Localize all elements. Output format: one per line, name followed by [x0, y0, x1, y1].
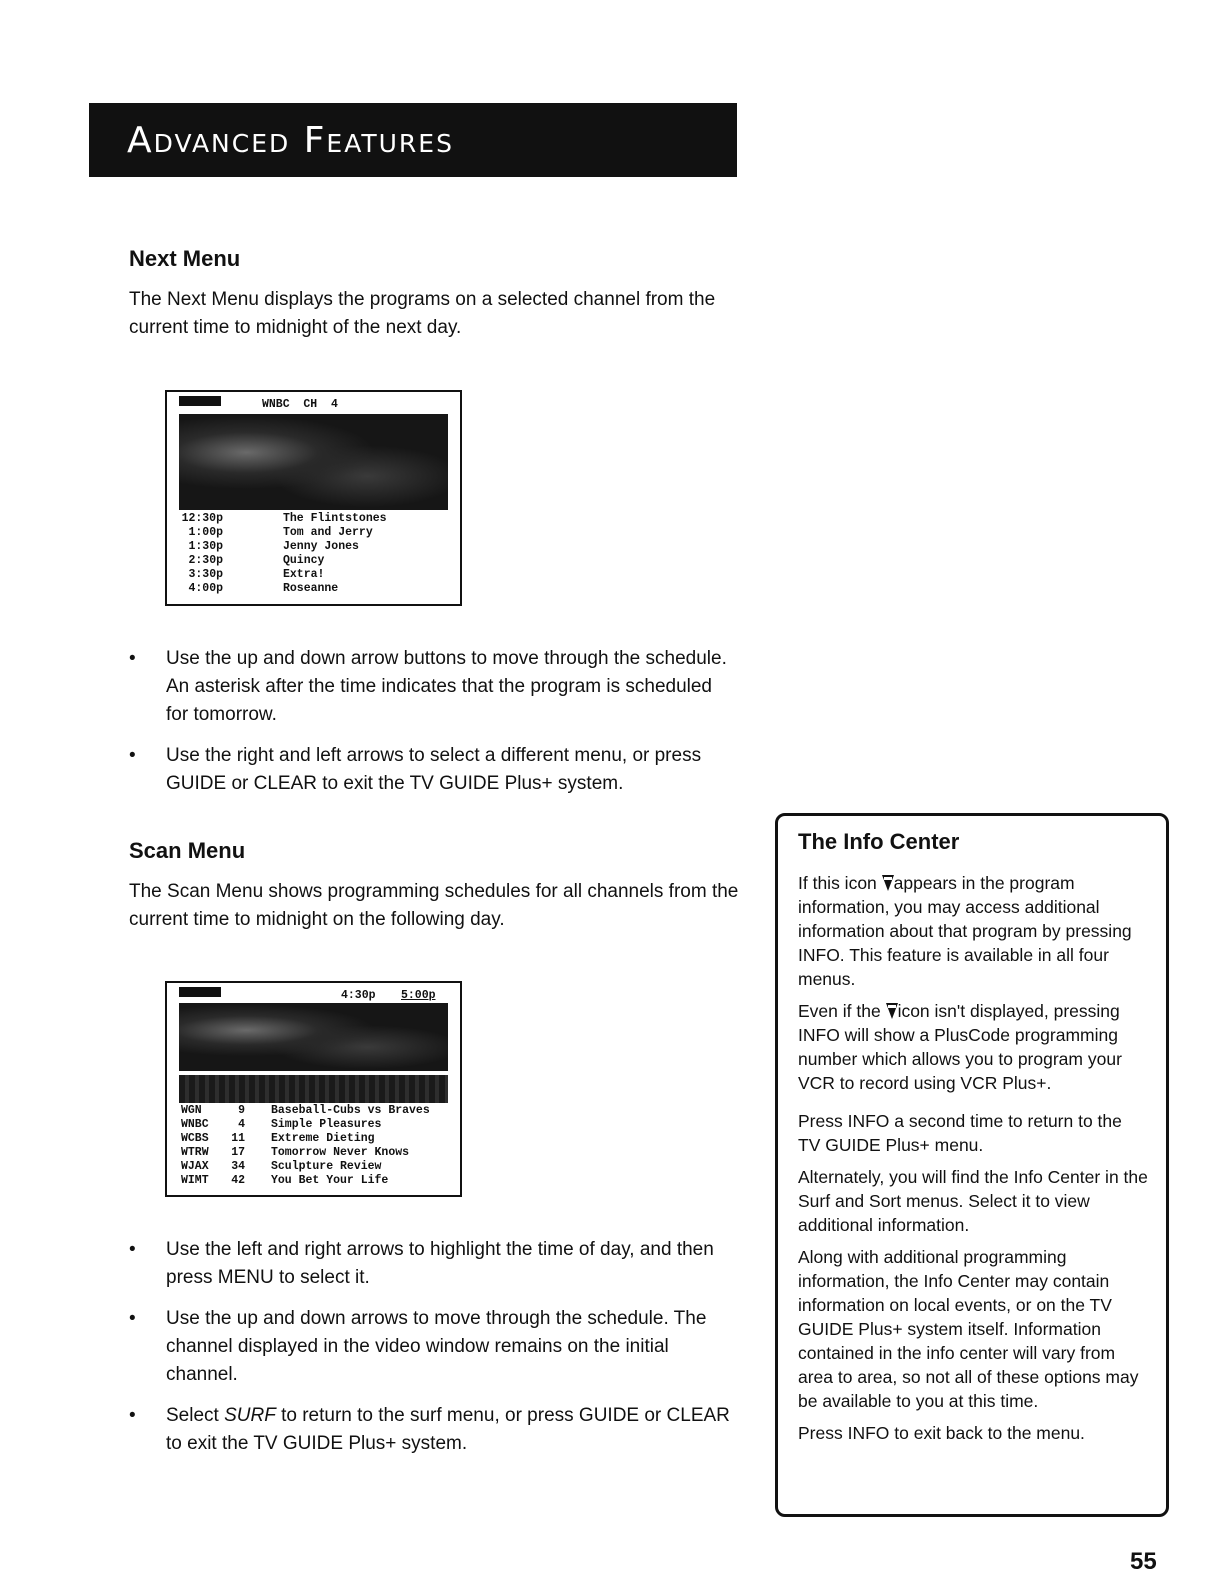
schedule-program: Extra! [283, 568, 325, 581]
listing-call: WTRW [181, 1146, 209, 1159]
schedule-row [179, 568, 325, 582]
section-banner [89, 103, 737, 177]
listing-channel: 4 [238, 1118, 245, 1131]
info-paragraph [798, 871, 1148, 991]
next-menu-screen [165, 390, 462, 606]
schedule-row [179, 582, 339, 596]
listing-channel: 34 [231, 1160, 245, 1173]
info-text: appears in the program information, you may access additional information about that program by pressing INFO. This feature is available in all four menus. [798, 873, 1132, 989]
info-text: icon isn't displayed, pressing INFO will show a PlusCode programming number which allows you to program your VCR to record using VCR Plus+. [798, 1001, 1122, 1093]
listing-program: Sculpture Review [271, 1160, 382, 1173]
listing-row [181, 1104, 430, 1118]
scan-menu-intro: The Scan Menu shows programming schedules for all channels from the current time to midnight on the following day. [129, 881, 739, 930]
time-slot-2: 5:00p [401, 989, 436, 1002]
schedule-time: 1:00p [188, 526, 223, 539]
screen-tab [179, 396, 221, 406]
info-center-title: The Info Center [798, 829, 960, 854]
schedule-program: Jenny Jones [283, 540, 359, 553]
listing-row [181, 1160, 382, 1174]
schedule-program: Roseanne [283, 582, 339, 595]
listing-row [181, 1174, 389, 1188]
schedule-row [179, 512, 387, 526]
schedule-time: 3:30p [188, 568, 223, 581]
listing-call: WCBS [181, 1132, 209, 1145]
info-center-box [775, 813, 1169, 1517]
schedule-time: 4:00p [188, 582, 223, 595]
listing-call: WIMT [181, 1174, 209, 1187]
info-paragraph: Press INFO a second time to return to the TV GUIDE Plus+ menu. [798, 1111, 1122, 1155]
info-tv-icon [886, 1003, 898, 1019]
listing-channel: 11 [231, 1132, 245, 1145]
bullet-text: Select [166, 1405, 225, 1426]
listing-channel: 17 [231, 1146, 245, 1159]
info-paragraph: Press INFO to exit back to the menu. [798, 1423, 1085, 1443]
listing-program: Tomorrow Never Knows [271, 1146, 410, 1159]
schedule-time: 12:30p [181, 512, 223, 525]
schedule-program: The Flintstones [283, 512, 387, 525]
next-menu-heading: Next Menu [129, 246, 241, 271]
schedule-row [179, 540, 359, 554]
next-menu-intro: The Next Menu displays the programs on a selected channel from the current time to midnight of the next day. [129, 289, 716, 338]
schedule-time: 2:30p [188, 554, 223, 567]
listing-call: WNBC [181, 1118, 209, 1131]
listing-program: Simple Pleasures [271, 1118, 382, 1131]
listing-call: WJAX [181, 1160, 209, 1173]
page-number: 55 [1130, 1548, 1157, 1575]
channel-label: WNBC CH 4 [262, 398, 338, 411]
schedule-program: Tom and Jerry [283, 526, 373, 539]
next-menu-bullets [129, 645, 739, 811]
bullet-item: • Use the up and down arrow buttons to move through the schedule. An asterisk after the time indicates that the program is scheduled for tomorrow. [129, 645, 739, 729]
schedule-time: 1:30p [188, 540, 223, 553]
video-window [179, 414, 448, 510]
listing-channel: 9 [238, 1104, 245, 1117]
surf-term: SURF [224, 1405, 276, 1426]
section-title: Advanced Features [127, 119, 454, 161]
listing-row [181, 1146, 410, 1160]
bullet-text: to return to the surf menu, or press GUIDE or CLEAR to exit the TV GUIDE Plus+ system. [166, 1405, 730, 1454]
scan-menu-bullets [129, 1236, 744, 1471]
listing-program: Extreme Dieting [271, 1132, 375, 1145]
schedule-row [179, 554, 325, 568]
info-tv-icon [882, 875, 894, 891]
info-text: Even if the [798, 1001, 886, 1021]
listing-call: WGN [181, 1104, 202, 1117]
listing-program: You Bet Your Life [271, 1174, 389, 1187]
bullet-item: • Use the up and down arrows to move through the schedule. The channel displayed in the video window remains on the initial channel. [129, 1305, 744, 1389]
listing-row [181, 1118, 382, 1132]
time-slot-1: 4:30p [341, 989, 376, 1002]
info-paragraph: Alternately, you will find the Info Center in the Surf and Sort menus. Select it to view additional information. [798, 1167, 1148, 1235]
listing-channel: 42 [231, 1174, 245, 1187]
schedule-program: Quincy [283, 554, 325, 567]
listing-program: Baseball-Cubs vs Braves [271, 1104, 430, 1117]
scan-menu-heading: Scan Menu [129, 838, 246, 863]
bullet-item: • Use the right and left arrows to select a different menu, or press GUIDE or CLEAR to exit the TV GUIDE Plus+ system. [129, 742, 739, 798]
bullet-item [129, 1402, 744, 1458]
scan-menu-screen [165, 981, 462, 1197]
schedule-row [179, 526, 373, 540]
info-paragraph: Along with additional programming information, the Info Center may contain information on local events, or on the TV GUIDE Plus+ system itself. Information contained in the info center will vary from area to area, so not all of these options may be available to you at this time. [798, 1247, 1139, 1411]
time-bar [179, 1075, 448, 1103]
video-window [179, 1003, 448, 1071]
screen-tab [179, 987, 221, 997]
info-paragraph [798, 999, 1148, 1095]
bullet-item: • Use the left and right arrows to highlight the time of day, and then press MENU to select it. [129, 1236, 744, 1292]
listing-row [181, 1132, 375, 1146]
info-text: If this icon [798, 873, 882, 893]
